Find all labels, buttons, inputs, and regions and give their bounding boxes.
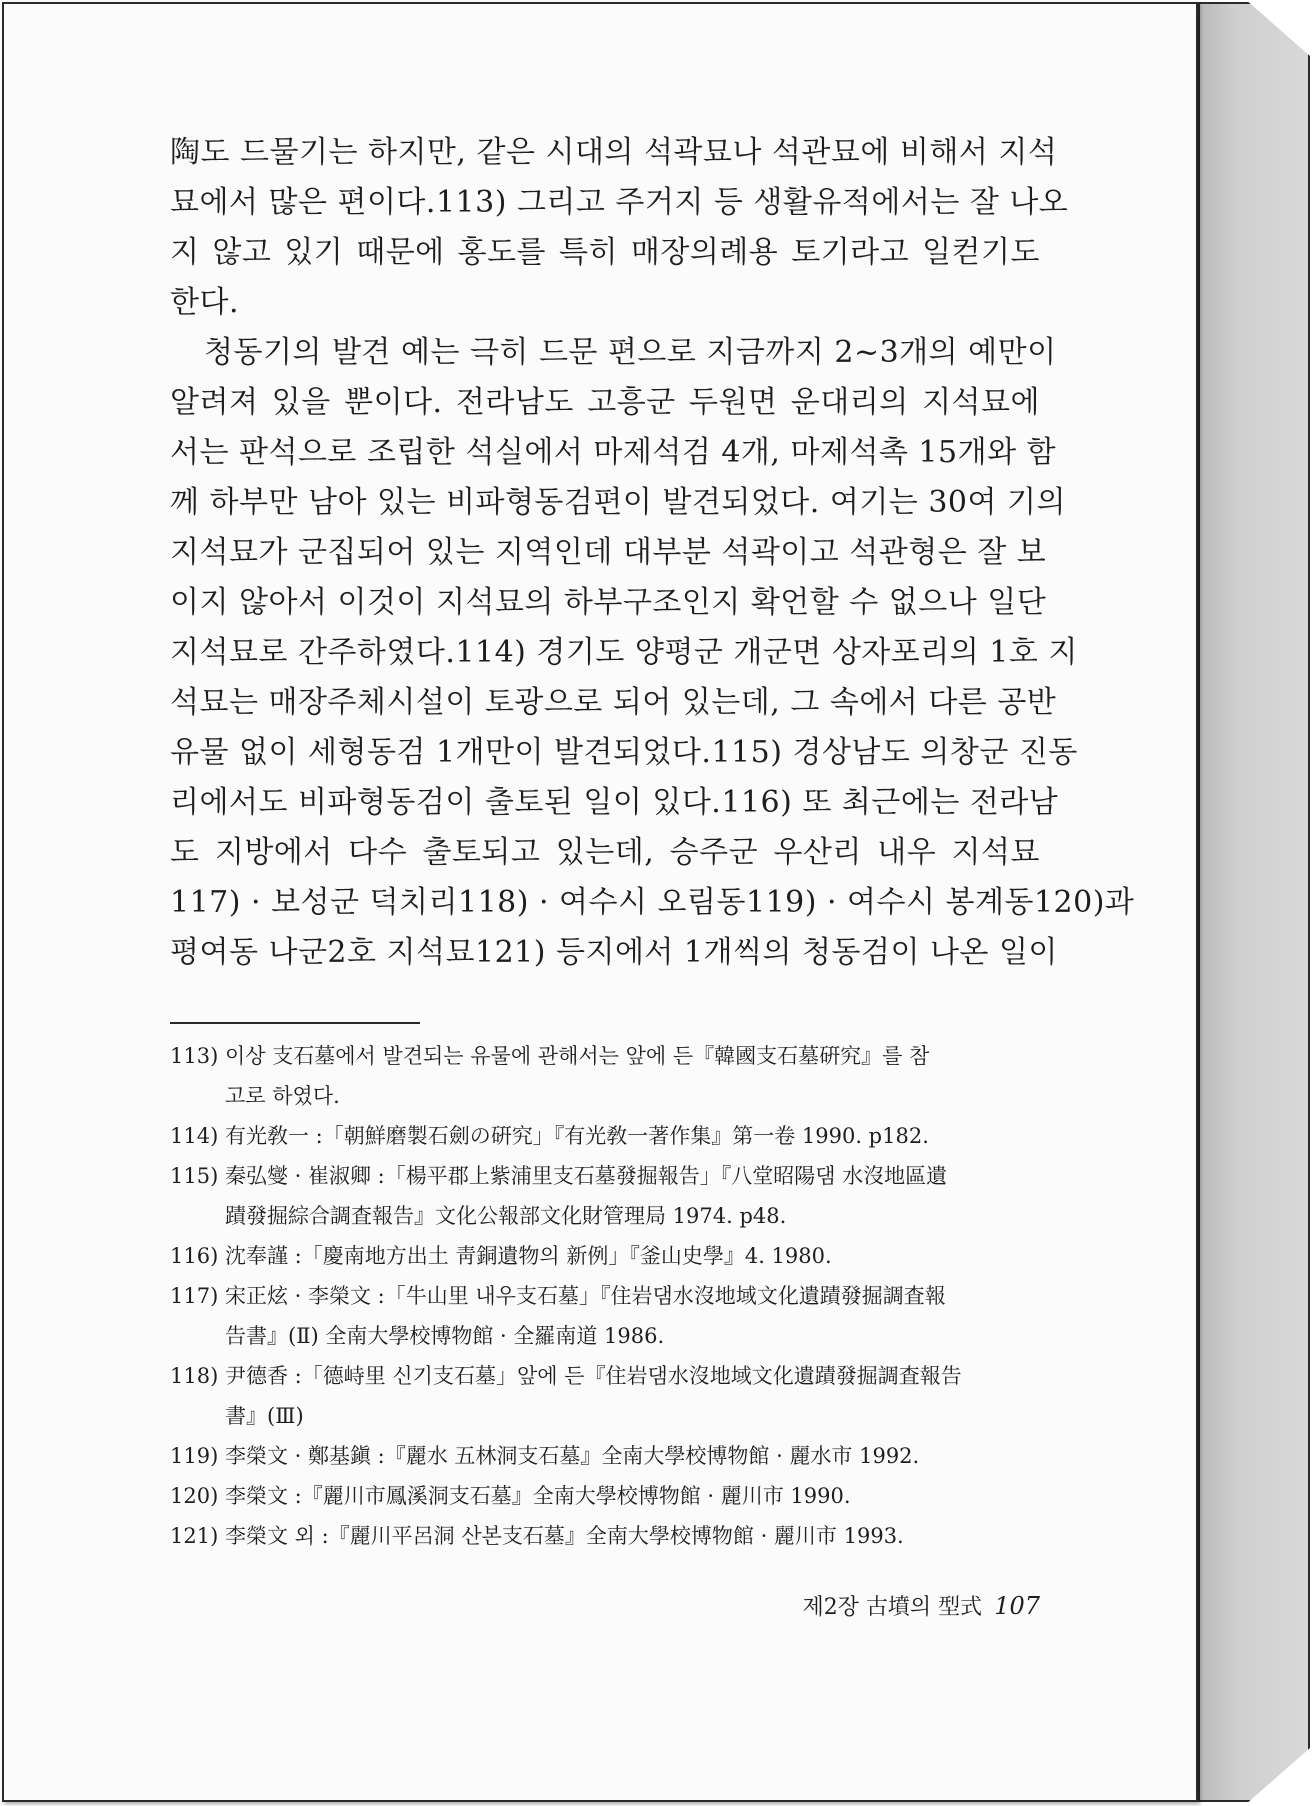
body-line: 117) · 보성군 덕치리118) · 여수시 오림동119) · 여수시 봉계동120)과 bbox=[170, 885, 1135, 920]
footnote-line: 書』(Ⅲ) bbox=[225, 1404, 304, 1428]
body-line: 한다. bbox=[170, 285, 239, 320]
footnotes bbox=[170, 1036, 1040, 1556]
footnote-line: 115) 秦弘燮 · 崔淑卿 :「楊平郡上紫浦里支石墓發掘報告」『八堂昭陽댐 水沒地區遺 bbox=[170, 1164, 948, 1188]
chapter-title: 제2장 古墳의 型式 bbox=[802, 1595, 983, 1620]
body-line: 서는 판석으로 조립한 석실에서 마제석검 4개, 마제석촉 15개와 함 bbox=[170, 435, 1057, 470]
body-line: 께 하부만 남아 있는 비파형동검편이 발견되었다. 여기는 30여 기의 bbox=[170, 485, 1066, 520]
footnote-line: 120) 李榮文 :『麗川市鳳溪洞支石墓』全南大學校博物館 · 麗川市 1990. bbox=[170, 1484, 851, 1508]
body-line: 지석묘로 간주하였다.114) 경기도 양평군 개군면 상자포리의 1호 지 bbox=[170, 635, 1078, 670]
body-line: 陶도 드물기는 하지만, 같은 시대의 석곽묘나 석관묘에 비해서 지석 bbox=[170, 135, 1058, 170]
body-line: 묘에서 많은 편이다.113) 그리고 주거지 등 생활유적에서는 잘 나오 bbox=[170, 185, 1069, 220]
footnote-divider bbox=[170, 1022, 420, 1024]
book-thickness bbox=[1198, 2, 1310, 1802]
footnote-line: 고로 하였다. bbox=[225, 1084, 340, 1108]
book-edge-line bbox=[1198, 2, 1200, 1802]
footnote-line: 118) 尹德香 :「德峙里 신기支石墓」앞에 든『住岩댐水沒地域文化遺蹟發掘調査報告 bbox=[170, 1364, 962, 1388]
body-line: 지석묘가 군집되어 있는 지역인데 대부분 석곽이고 석관형은 잘 보 bbox=[170, 535, 1047, 570]
running-footer bbox=[600, 1590, 1040, 1621]
body-line: 알려져 있을 뿐이다. 전라남도 고흥군 두원면 운대리의 지석묘에 bbox=[170, 385, 1040, 420]
body-line: 리에서도 비파형동검이 출토된 일이 있다.116) 또 최근에는 전라남 bbox=[170, 785, 1059, 820]
body-line: 이지 않아서 이것이 지석묘의 하부구조인지 확언할 수 없으나 일단 bbox=[170, 585, 1047, 620]
footnote-line: 117) 宋正炫 · 李榮文 :「牛山里 내우支石墓」『住岩댐水沒地域文化遺蹟發掘調査報 bbox=[170, 1284, 946, 1308]
body-line: 도 지방에서 다수 출토되고 있는데, 승주군 우산리 내우 지석묘 bbox=[170, 835, 1040, 870]
footnote-line: 告書』(Ⅱ) 全南大學校博物館 · 全羅南道 1986. bbox=[225, 1324, 665, 1348]
footnote-line: 114) 有光敎一 :「朝鮮磨製石劍の硏究」『有光敎一著作集』第一卷 1990. p182. bbox=[170, 1124, 929, 1148]
body-line: 청동기의 발견 예는 극히 드문 편으로 지금까지 2~3개의 예만이 bbox=[204, 335, 1057, 370]
footnote-line: 蹟發掘綜合調査報告』文化公報部文化財管理局 1974. p48. bbox=[225, 1204, 787, 1228]
body-text bbox=[170, 128, 1135, 978]
body-line: 석묘는 매장주체시설이 토광으로 되어 있는데, 그 속에서 다른 공반 bbox=[170, 685, 1057, 720]
page-number: 107 bbox=[994, 1592, 1040, 1620]
footnote-line: 119) 李榮文 · 鄭基鎭 :『麗水 五林洞支石墓』全南大學校博物館 · 麗水市 1992. bbox=[170, 1444, 920, 1468]
footnote-line: 116) 沈奉謹 :「慶南地方出土 靑銅遺物의 新例」『釜山史學』4. 1980. bbox=[170, 1244, 832, 1268]
body-line: 평여동 나군2호 지석묘121) 등지에서 1개씩의 청동검이 나온 일이 bbox=[170, 935, 1058, 970]
body-line: 지 않고 있기 때문에 홍도를 특히 매장의례용 토기라고 일컫기도 bbox=[170, 235, 1040, 270]
body-line: 유물 없이 세형동검 1개만이 발견되었다.115) 경상남도 의창군 진동 bbox=[170, 735, 1078, 770]
footnote-line: 113) 이상 支石墓에서 발견되는 유물에 관해서는 앞에 든『韓國支石墓硏究』를 참 bbox=[170, 1044, 930, 1068]
footnote-line: 121) 李榮文 외 :『麗川平呂洞 산본支石墓』全南大學校博物館 · 麗川市 1993. bbox=[170, 1524, 904, 1548]
